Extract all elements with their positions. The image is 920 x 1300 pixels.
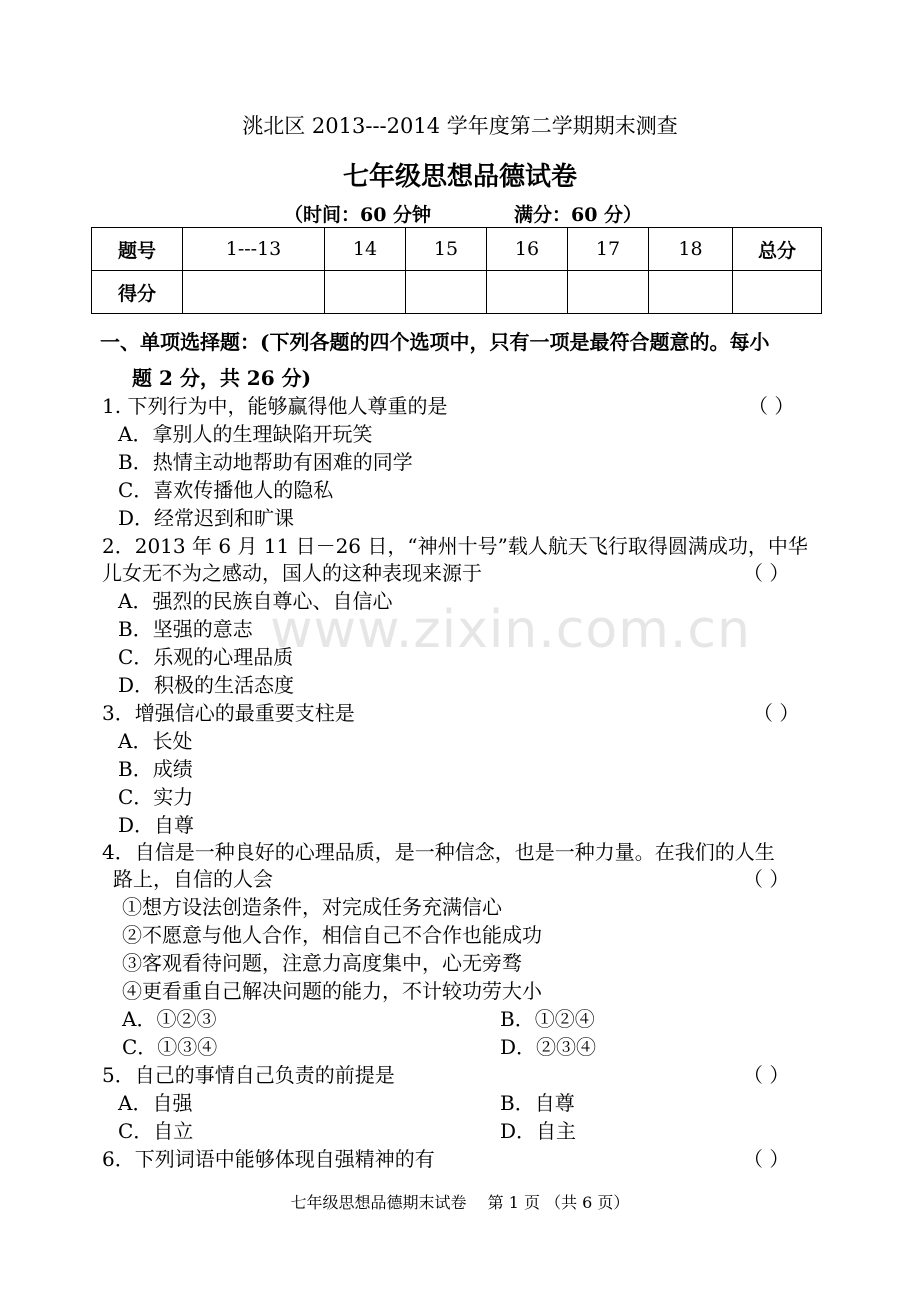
statement: ③客观看待问题，注意力高度集中，心无旁骛 xyxy=(122,951,522,975)
exam-full-score: 满分：60 分） xyxy=(514,204,643,226)
score-cell-header: 14 xyxy=(325,228,406,271)
option: C．乐观的心理品质 xyxy=(118,645,294,669)
option: C．①③④ xyxy=(122,1035,218,1059)
question-stem-cont: 路上，自信的人会 xyxy=(113,867,273,891)
exam-subtitle: 洮北区 2013---2014 学年度第二学期期末测查 xyxy=(242,114,678,138)
exam-time: （时间：60 分钟 xyxy=(284,204,432,226)
score-input-cell xyxy=(487,271,568,314)
score-input-cell xyxy=(568,271,649,314)
option: D．②③④ xyxy=(500,1035,597,1059)
section-heading: 一、单项选择题：(下列各题的四个选项中，只有一项是最符合题意的。每小 xyxy=(100,330,770,354)
option: D．经常迟到和旷课 xyxy=(118,506,295,530)
answer-parens: （ ） xyxy=(743,1063,790,1087)
option: C．喜欢传播他人的隐私 xyxy=(118,478,334,502)
score-table xyxy=(91,227,822,314)
option: B．热情主动地帮助有困难的同学 xyxy=(118,450,413,474)
question-stem-cont: 儿女无不为之感动，国人的这种表现来源于 xyxy=(102,561,482,585)
option: B．①②④ xyxy=(500,1007,595,1031)
option: A．长处 xyxy=(118,729,193,753)
score-cell-header: 1---13 xyxy=(183,228,325,271)
page-footer: 七年级思想品德期末试卷 第 1 页 （共 6 页） xyxy=(290,1193,630,1212)
answer-parens: （ ） xyxy=(748,394,795,418)
score-cell-header: 17 xyxy=(568,228,649,271)
option: D．积极的生活态度 xyxy=(118,673,295,697)
option: D．自主 xyxy=(500,1119,577,1143)
score-cell-label: 得分 xyxy=(92,271,183,314)
score-table-header-row xyxy=(92,228,822,271)
answer-parens: （ ） xyxy=(743,1147,790,1171)
score-cell-label: 题号 xyxy=(92,228,183,271)
option: A．自强 xyxy=(118,1091,193,1115)
option: A．①②③ xyxy=(122,1007,217,1031)
score-input-cell xyxy=(733,271,822,314)
question-stem: 5．自己的事情自己负责的前提是 xyxy=(102,1063,395,1087)
answer-parens: （ ） xyxy=(743,867,790,891)
question-stem: 2．2013 年 6 月 11 日－26 日，“神州十号”载人航天飞行取得圆满成功，中华 xyxy=(102,534,808,558)
statement: ②不愿意与他人合作，相信自己不合作也能成功 xyxy=(122,923,542,947)
section-heading-cont: 题 2 分，共 26 分) xyxy=(132,366,312,390)
option: B．坚强的意志 xyxy=(118,617,253,641)
option: A．强烈的民族自尊心、自信心 xyxy=(118,589,393,613)
score-cell-header: 18 xyxy=(649,228,733,271)
answer-parens: （ ） xyxy=(753,701,800,725)
option: C．自立 xyxy=(118,1119,194,1143)
score-table-score-row xyxy=(92,271,822,314)
option: B．自尊 xyxy=(500,1091,575,1115)
option: C．实力 xyxy=(118,785,194,809)
score-input-cell xyxy=(649,271,733,314)
score-input-cell xyxy=(325,271,406,314)
answer-parens: （ ） xyxy=(743,561,790,585)
question-stem: 4．自信是一种良好的心理品质，是一种信念，也是一种力量。在我们的人生 xyxy=(102,840,775,864)
statement: ④更看重自己解决问题的能力，不计较功劳大小 xyxy=(122,979,542,1003)
option: D．自尊 xyxy=(118,813,195,837)
score-cell-total: 总分 xyxy=(733,228,822,271)
score-cell-header: 16 xyxy=(487,228,568,271)
watermark: www.zixin.com.cn xyxy=(270,600,751,660)
question-stem: 6．下列词语中能够体现自强精神的有 xyxy=(102,1147,435,1171)
score-cell-header: 15 xyxy=(406,228,487,271)
score-input-cell xyxy=(406,271,487,314)
option: A．拿别人的生理缺陷开玩笑 xyxy=(118,422,373,446)
question-stem: 3．增强信心的最重要支柱是 xyxy=(102,701,355,725)
statement: ①想方设法创造条件，对完成任务充满信心 xyxy=(122,895,502,919)
question-stem: 1. 下列行为中，能够赢得他人尊重的是 xyxy=(102,394,448,418)
option: B．成绩 xyxy=(118,757,193,781)
score-input-cell xyxy=(183,271,325,314)
exam-title: 七年级思想品德试卷 xyxy=(342,162,577,192)
